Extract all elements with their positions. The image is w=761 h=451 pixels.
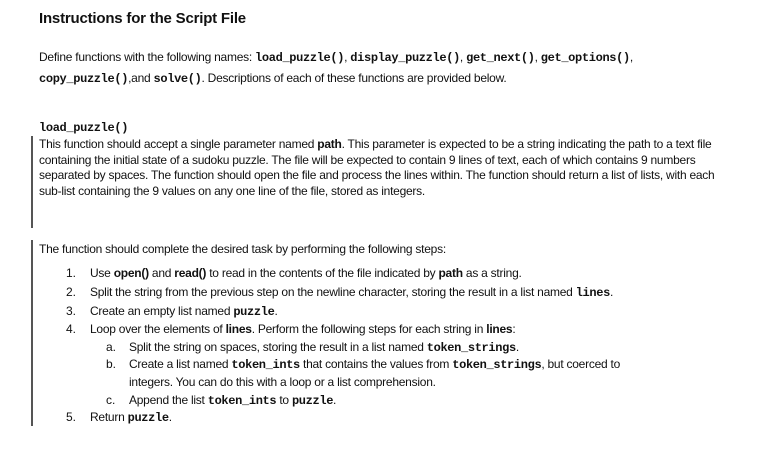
fn-load-puzzle: load_puzzle() <box>255 51 345 65</box>
intro-sep: , <box>534 50 541 64</box>
step-4 <box>90 322 515 336</box>
step-text: Create a list named <box>129 357 232 371</box>
fn-get-options: get_options() <box>540 51 630 65</box>
intro-text: Define functions with the following names: <box>39 50 256 64</box>
quote-bar <box>31 136 33 228</box>
code-lines: lines <box>575 286 610 300</box>
code-token-ints: token_ints <box>207 394 277 408</box>
step-number: 4. <box>66 322 77 336</box>
substep-b <box>129 357 620 372</box>
step-text: : <box>512 322 516 336</box>
substep-c <box>129 393 336 408</box>
step-3 <box>90 304 278 319</box>
fn-get-next: get_next() <box>466 51 535 65</box>
step-text: . <box>515 340 519 354</box>
step-2 <box>90 285 613 300</box>
fn-copy-puzzle: copy_puzzle() <box>39 72 129 86</box>
intro-sep: , <box>629 50 633 64</box>
step-text: Return <box>90 410 128 424</box>
substep-letter: c. <box>106 393 116 407</box>
substep-letter: a. <box>106 340 117 354</box>
step-text: as a string. <box>462 266 522 280</box>
code-puzzle: puzzle <box>291 394 334 408</box>
step-text: . Perform the following steps for each string in <box>251 322 487 336</box>
step-text: to <box>276 393 292 407</box>
steps-intro: The function should complete the desired task by performing the following steps: <box>39 242 446 256</box>
step-text: . <box>168 410 172 424</box>
code-read: read() <box>174 266 207 280</box>
step-text: that contains the values from <box>299 357 453 371</box>
code-lines: lines <box>225 322 252 336</box>
desc-text: . This parameter is expected to be a string indicating the path to a text file containing the initial state of a sudoku puzzle. The file will be expected to contain 9 lines of text, each of which contains 9 numbers separated by spaces. The function should open the file and process the lines within. The function should return a list of lists, with each sub-list containing the 9 values on any one line of the file, stored as integers. <box>39 137 715 198</box>
code-token-strings: token_strings <box>426 341 516 355</box>
step-text: Loop over the elements of <box>90 322 226 336</box>
step-text: . <box>609 285 614 299</box>
fn-solve: solve() <box>153 72 202 86</box>
substep-b-continued: integers. You can do this with a loop or a list comprehension. <box>129 375 436 389</box>
function-description <box>39 137 739 199</box>
desc-text: This function should accept a single parameter named <box>39 137 318 151</box>
step-text: . <box>333 393 337 407</box>
step-text: . <box>274 304 278 318</box>
intro-sep: , <box>344 50 351 64</box>
step-text: Split the string from the previous step on the newline character, storing the result in a list named <box>90 285 576 299</box>
substep-a <box>129 340 519 355</box>
code-puzzle: puzzle <box>233 305 275 319</box>
quote-bar <box>31 240 33 426</box>
code-token-strings: token_strings <box>452 358 542 372</box>
step-text: Use <box>90 266 114 280</box>
step-number: 3. <box>66 304 77 318</box>
step-text: Append the list <box>129 393 208 407</box>
step-text: Split the string on spaces, storing the result in a list named <box>129 340 427 354</box>
step-number: 5. <box>66 410 77 424</box>
code-open: open() <box>113 266 149 280</box>
step-5 <box>90 410 172 425</box>
step-text: to read in the contents of the file indicated by <box>206 266 439 280</box>
code-puzzle: puzzle <box>127 411 169 425</box>
fn-display-puzzle: display_puzzle() <box>350 51 460 65</box>
intro-text-end: . Descriptions of each of these functions are provided below. <box>201 71 507 85</box>
step-number: 1. <box>66 266 77 280</box>
step-text: Create an empty list named <box>90 304 234 318</box>
code-lines: lines <box>486 322 513 336</box>
intro-sep: ,and <box>128 71 154 85</box>
section-heading: load_puzzle() <box>39 121 129 135</box>
intro-paragraph <box>39 47 739 89</box>
step-text: , but coerced to <box>541 357 621 371</box>
step-1 <box>90 266 522 280</box>
step-number: 2. <box>66 285 77 299</box>
step-text: and <box>148 266 175 280</box>
substep-letter: b. <box>106 357 117 371</box>
code-path: path <box>438 266 463 280</box>
intro-sep: , <box>459 50 467 64</box>
code-token-ints: token_ints <box>231 358 300 372</box>
page-title: Instructions for the Script File <box>39 10 246 27</box>
desc-param: path <box>317 137 342 151</box>
